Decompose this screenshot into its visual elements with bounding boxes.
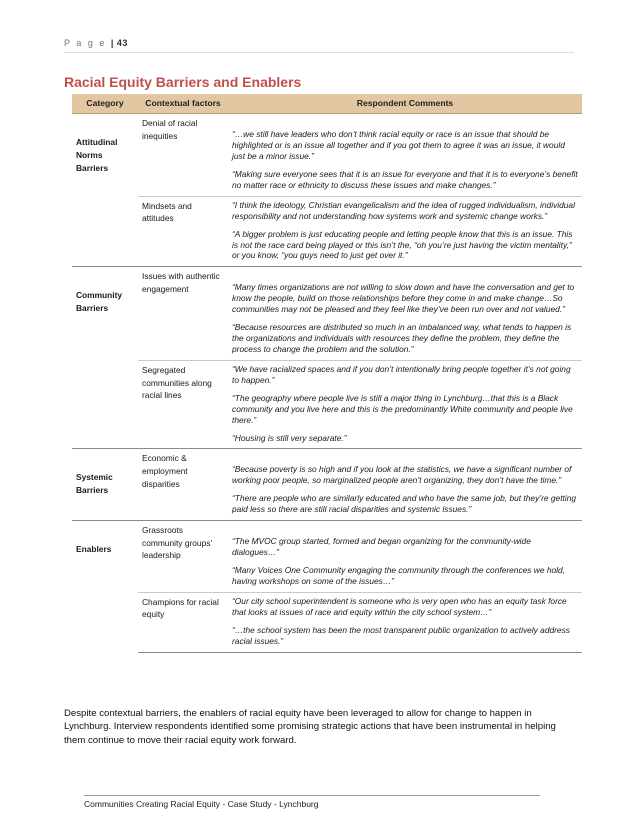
table-row — [72, 521, 582, 593]
comments-cell — [228, 114, 582, 197]
factor-cell: Economic & employment disparities — [138, 449, 228, 521]
factor-cell: Segregated communities along racial lines — [138, 360, 228, 449]
factor-cell: Mindsets and attitudes — [138, 196, 228, 267]
comment: “Many Voices One Community engaging the community through the conferences we hold, having workshops on some of the issues…” — [232, 564, 566, 586]
category-cell: Enablers — [72, 521, 138, 652]
comments-cell — [228, 196, 582, 267]
comment: “…the school system has been the most transparent public organization to actively address racial issues.” — [232, 624, 570, 646]
page-footer: Communities Creating Racial Equity - Case Study - Lynchburg — [84, 799, 319, 809]
comments-cell — [228, 521, 582, 593]
body-paragraph: Despite contextual barriers, the enablers of racial equity have been leveraged to allow for change to happen in Lynchburg. Interview respondents identified some promising strategic actions that have been instrumental in helping them continue to move their racial equity work forward. — [64, 708, 556, 746]
page-number: 43 — [116, 38, 128, 48]
comments-cell — [228, 267, 582, 361]
barriers-table — [72, 94, 582, 653]
category-cell: Attitudinal Norms Barriers — [76, 137, 118, 174]
table-header-row — [72, 94, 582, 114]
comment: “Housing is still very separate.” — [232, 432, 347, 443]
comment: “The geography where people live is still a major thing in Lynchburg…that this is a Black community and you live here and this is the predominantly White community and people live there.” — [232, 392, 573, 425]
comment: “A bigger problem is just educating people and letting people know that this is an issue. This is not the race card being played or this isn’t the, “oh you’re just having the victim mentality,” or you know, “you guys need to just get over it.” — [232, 228, 573, 261]
comment: “Because resources are distributed so much in an imbalanced way, what tends to happen is the organizations and individuals with resources they define the problem, they define the process to change the problem and the solution.” — [232, 322, 572, 354]
comment: “Our city school superintendent is someone who is very open who has an equity task force that looks at issues of race and equity within the city school system…” — [232, 595, 567, 617]
comment: “We have racialized spaces and if you don’t intentionally bring people together it’s not going to happen.” — [232, 363, 571, 385]
comment: “…we still have leaders who don’t think racial equity or race is an issue that should be highlighted or is an issue all together and if you got them to agree it was an issue, it would just be a minor issue.” — [232, 129, 565, 162]
header-divider — [64, 52, 574, 53]
page-label: P a g e — [64, 38, 107, 48]
comments-cell — [228, 449, 582, 521]
factor-cell: Grassroots community groups’ leadership — [138, 521, 228, 593]
comment: “Making sure everyone sees that it is an issue for everyone and that it is to everyone’s benefit no matter race or ethnicity to discuss these issues and make changes.” — [232, 168, 578, 190]
table-row — [72, 360, 582, 449]
factor-cell: Issues with authentic engagement — [138, 267, 228, 361]
header-category: Category — [72, 94, 138, 114]
header-respondent-comments: Respondent Comments — [228, 94, 582, 114]
comments-cell — [228, 592, 582, 652]
table-row — [72, 196, 582, 267]
table-row — [72, 267, 582, 361]
factor-cell: Champions for racial equity — [138, 592, 228, 652]
section-title: Racial Equity Barriers and Enablers — [64, 74, 302, 90]
comments-cell — [228, 360, 582, 449]
table-row — [72, 449, 582, 521]
comment: “I think the ideology, Christian evangelicalism and the idea of rugged individualism, individual responsibility and not understanding how systems work and systemic change works.” — [232, 199, 575, 221]
header-contextual-factors: Contextual factors — [138, 94, 228, 114]
comment: “There are people who are similarly educated and who have the same job, but they’re getting paid less so there are still racial disparities and systemic issues.” — [232, 493, 577, 515]
comment: “The MVOC group started, formed and began organizing for the community-wide dialogues…” — [232, 536, 531, 558]
category-cell: Community Barriers — [72, 267, 138, 449]
comment: “Because poverty is so high and if you look at the statistics, we have a significant number of working poor people, so marginalized people aren’t organizing, they don’t have the time.” — [232, 464, 572, 486]
footer-divider — [84, 795, 540, 796]
category-cell: Systemic Barriers — [72, 449, 138, 521]
table-row — [72, 114, 582, 197]
page-header: P a g e | 43 — [64, 38, 128, 48]
table-row — [72, 592, 582, 652]
comment: “Many times organizations are not willing to slow down and have the conversation and get to know the people, build on those relationships before they come in and make change…So communities may not be pleased and they feel like they’ve been run over and not valued.” — [232, 282, 575, 315]
factor-cell: Denial of racial inequities — [142, 118, 198, 141]
